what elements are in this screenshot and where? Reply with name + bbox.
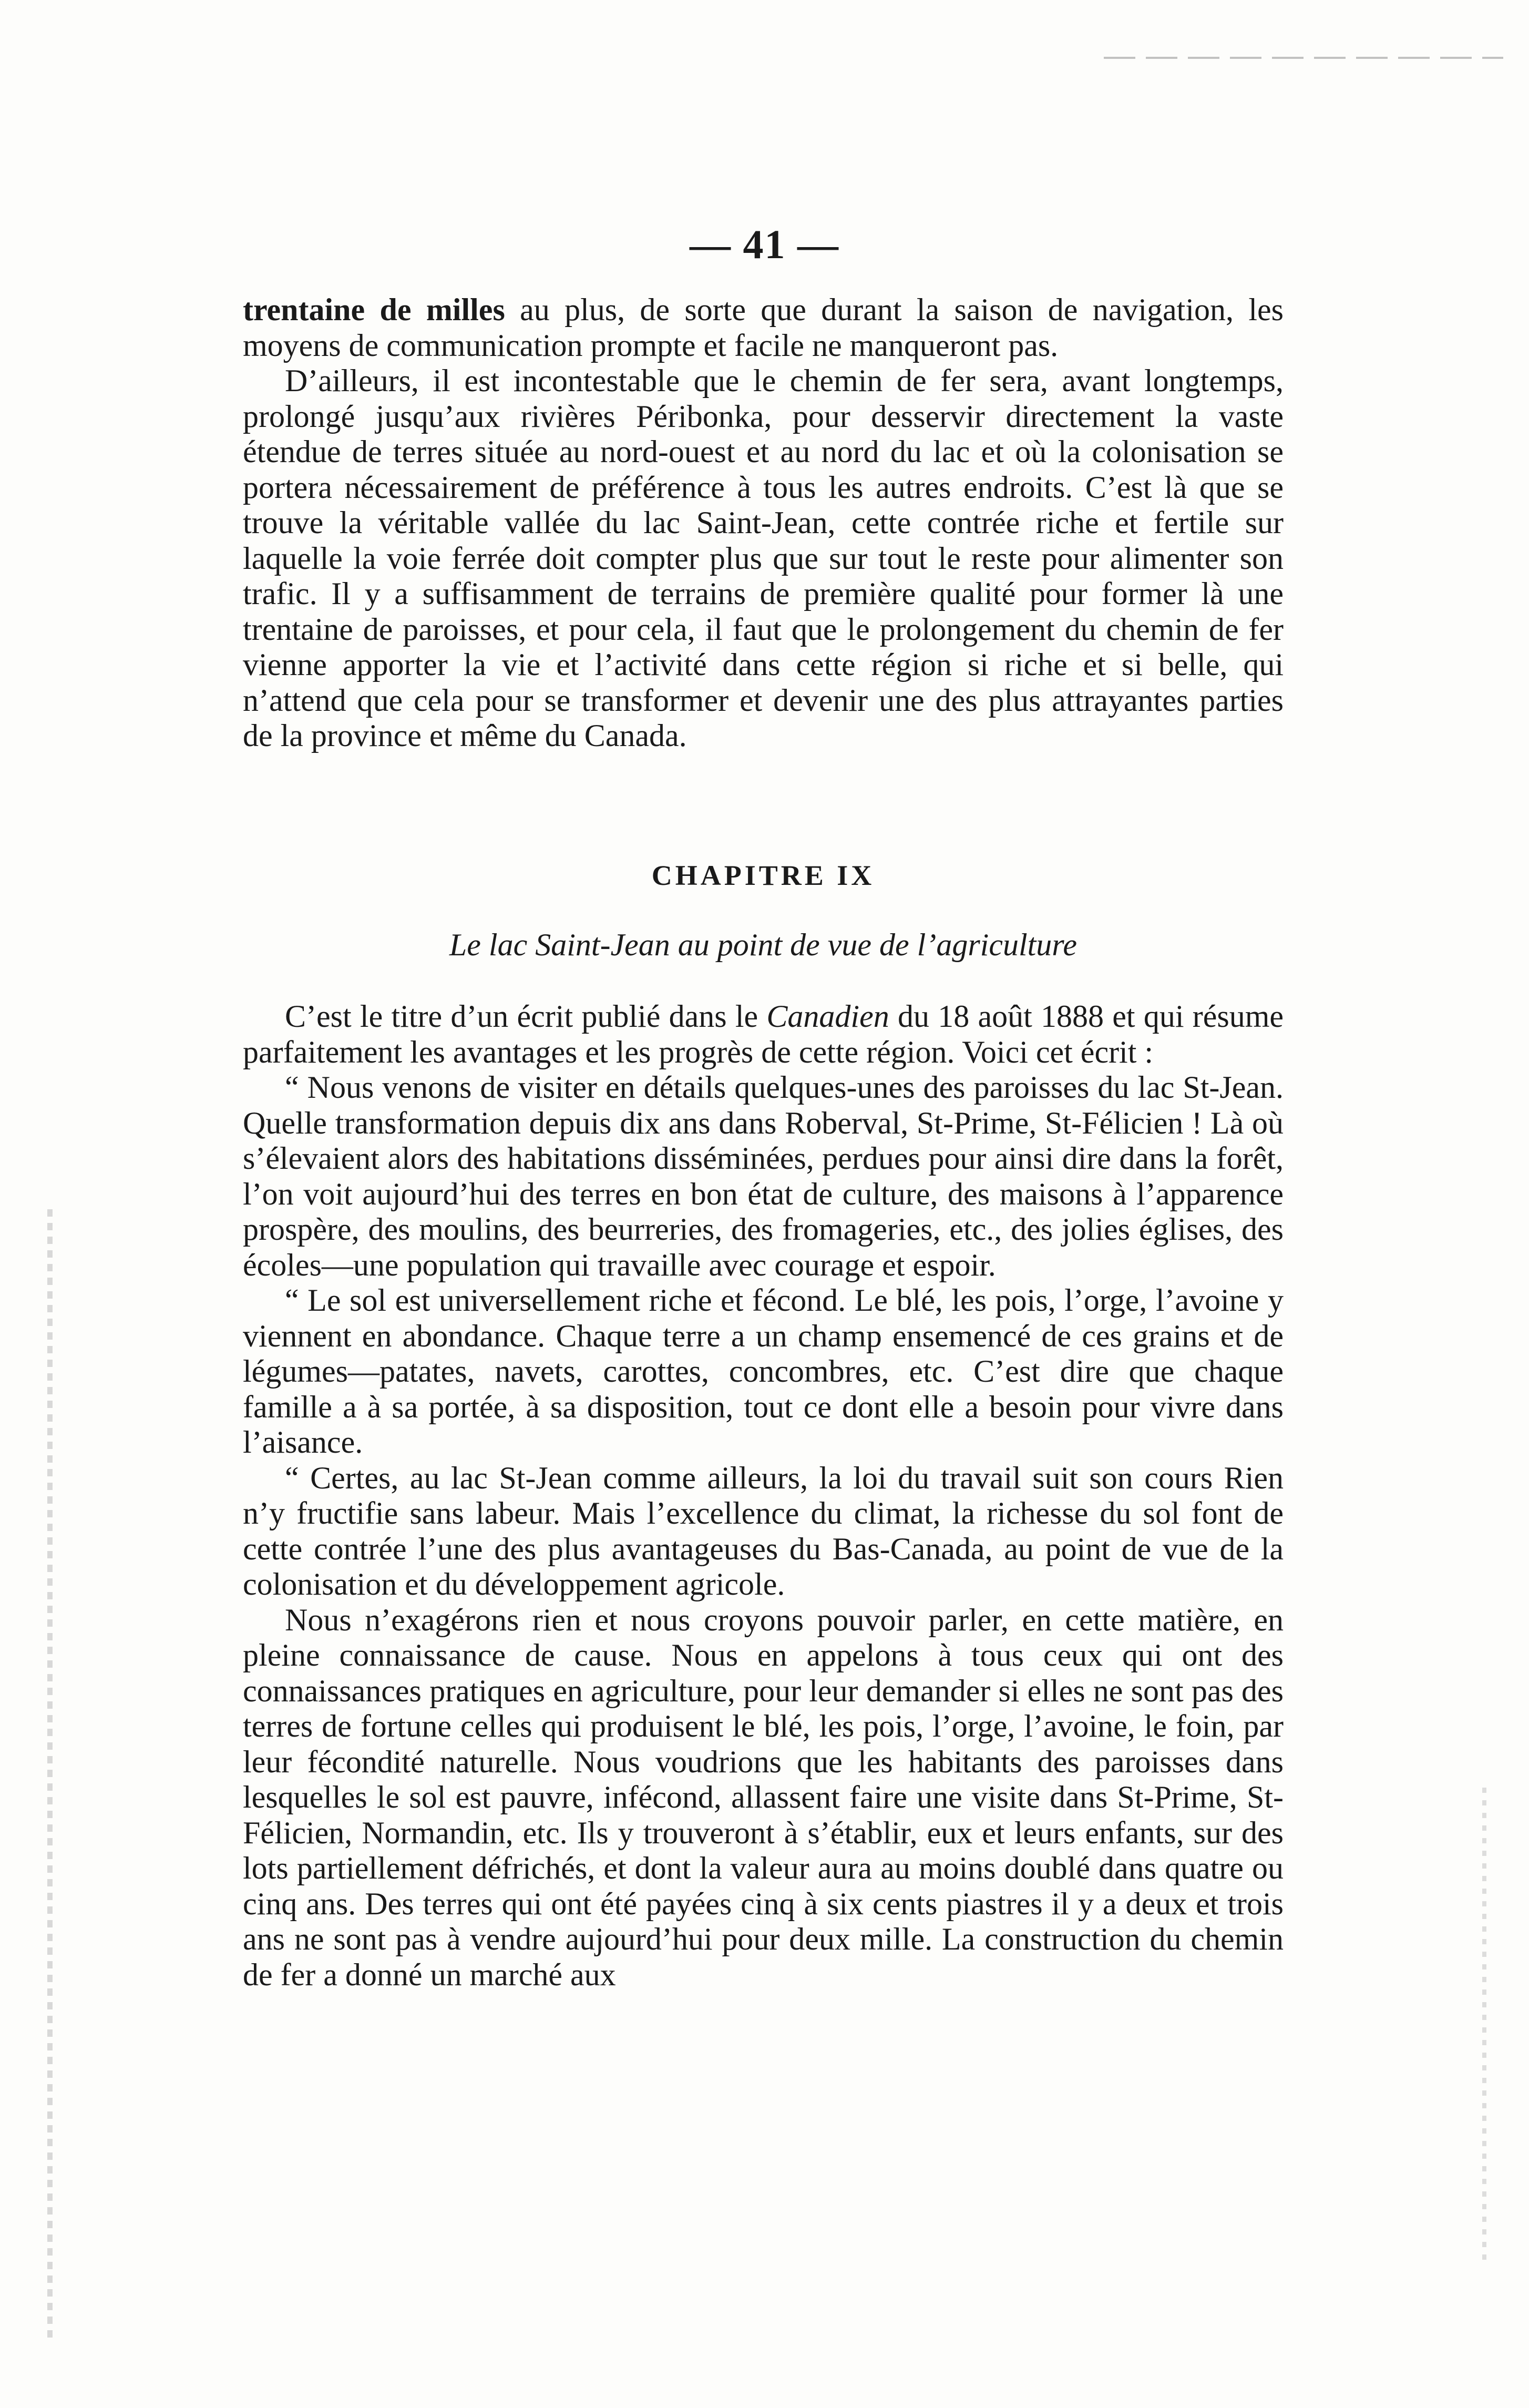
opening-paragraph [243, 292, 1284, 363]
intro-after: du 18 août 1888 et qui résume parfaitement les avantages et les progrès de cette région. Voici cet écrit : [243, 999, 1284, 1069]
intro-before: C’est le titre d’un écrit publié dans le [285, 999, 767, 1034]
paragraph-visit: “ Nous venons de visiter en détails quelques-unes des paroisses du lac St-Jean. Quelle transformation depuis dix ans dans Roberval, St-Prime, St-Félicien ! Là où s’élevaient alors des habitations disséminées, perdues pour ainsi dire dans la forêt, l’on voit aujourd’hui des terres en bon état de culture, des maisons à l’apparence prospère, des moulins, des beurreries, des fromageries, etc., des jolies églises, des écoles—une population qui travaille avec courage et espoir. [243, 1070, 1284, 1282]
opening-rest: au plus, de sorte que durant la saison de navigation, les moyens de communication prompte et facile ne manqueront pas. [243, 292, 1284, 363]
opening-lead: trentaine de milles [243, 292, 505, 327]
paragraph-work: “ Certes, au lac St-Jean comme ailleurs, la loi du travail suit son cours Rien n’y fructifie sans labeur. Mais l’excellence du climat, la richesse du sol font de cette contrée l’une des plus avantageuses du Bas-Canada, au point de vue de la colonisation et du développement agricole. [243, 1460, 1284, 1601]
paragraph-soil: “ Le sol est universellement riche et fécond. Le blé, les pois, l’orge, l’avoine y viennent en abondance. Chaque terre a un champ ensemencé de ces grains et de légumes—patates, navets, carottes, concombres, etc. C’est dire que chaque famille a à sa portée, à sa disposition, tout ce dont elle a besoin pour vivre dans l’aisance. [243, 1283, 1284, 1460]
text-block-body [243, 999, 1284, 1993]
paragraph-fortune: Nous n’exagérons rien et nous croyons pouvoir parler, en cette matière, en pleine connaissance de cause. Nous en appelons à tous ceux qui ont des connaissances pratiques en agriculture, pour leur demander si elles ne sont pas des terres de fortune celles qui produisent le blé, les pois, l’orge, l’avoine, le foin, par leur fécondité naturelle. Nous voudrions que les habitants des paroisses dans lesquelles le sol est pauvre, infécond, allassent faire une visite dans St-Prime, St-Félicien, Normandin, etc. Ils y trouveront à s’établir, eux et leurs enfants, sur des lots partiellement défrichés, et dont la valeur aura au moins doublé dans quatre ou cinq ans. Des terres qui ont été payées cinq à six cents piastres il y a deux et trois ans ne sont pas à vendre aujourd’hui pour deux mille. La construction du chemin de fer a donné un marché aux [243, 1602, 1284, 1992]
text-block-top [243, 292, 1284, 754]
scan-edge-mark-right [1482, 1788, 1486, 2261]
paragraph-railway-extension: D’ailleurs, il est incontestable que le chemin de fer sera, avant longtemps, prolongé jusqu’aux rivières Péribonka, pour desservir directement la vaste étendue de terres située au nord-ouest et au nord du lac et où la colonisation se portera nécessairement de préférence à tous les autres endroits. C’est là que se trouve la véritable vallée du lac Saint-Jean, cette contrée riche et fertile sur laquelle la voie ferrée doit compter plus que sur tout le reste pour alimenter son trafic. Il y a suffisamment de terrains de première qualité pour former là une trentaine de paroisses, et pour cela, il faut que le prolongement du chemin de fer vienne apporter la vie et l’activité dans cette région si riche et si belle, qui n’attend que cela pour se transformer et devenir une des plus attrayantes parties de la province et même du Canada. [243, 363, 1284, 753]
chapter-heading-block [243, 857, 1284, 894]
chapter-heading: CHAPITRE IX [651, 860, 875, 891]
scan-edge-mark-left [47, 1209, 53, 2340]
intro-paragraph [243, 999, 1284, 1070]
scan-edge-mark-top [1104, 57, 1503, 59]
chapter-subtitle-block [243, 926, 1284, 963]
page-number: — 41 — [690, 221, 839, 267]
chapter-subtitle: Le lac Saint-Jean au point de vue de l’agriculture [449, 927, 1078, 962]
journal-name: Canadien [766, 999, 889, 1034]
